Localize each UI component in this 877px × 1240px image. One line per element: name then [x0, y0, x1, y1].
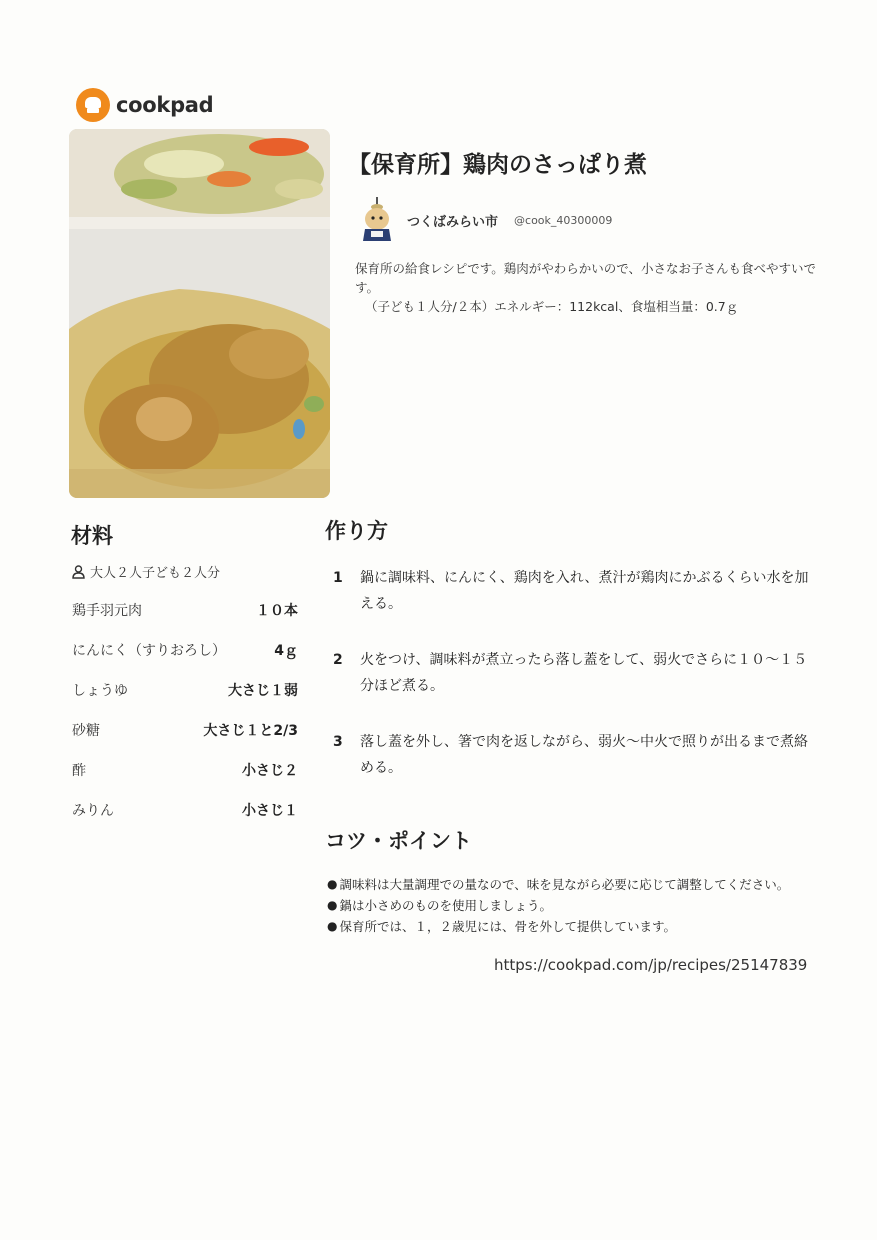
tips-heading: コツ・ポイント: [325, 829, 472, 853]
tip-text: 鍋は小さめのものを使用しましょう。: [339, 898, 552, 913]
ingredient-qty: 大さじ１弱: [228, 683, 298, 699]
ingredient-qty: 小さじ２: [242, 763, 298, 779]
ingredient-row: [72, 790, 298, 830]
ingredients-list: [72, 590, 298, 830]
ingredient-name: しょうゆ: [72, 683, 128, 699]
ingredient-qty: 小さじ１: [242, 803, 298, 819]
ingredient-row: [72, 670, 298, 710]
step-text: 火をつけ、調味料が煮立ったら落し蓋をして、弱火でさらに１０～１５分ほど煮る。: [360, 652, 808, 694]
tips-list: [327, 874, 789, 937]
ingredient-row: [72, 590, 298, 630]
step-text: 鍋に調味料、にんにく、鶏肉を入れ、煮汁が鶏肉にかぶるくらい水を加える。: [360, 570, 809, 612]
bullet-icon: ●: [327, 919, 338, 933]
ingredient-qty: 大さじ１と2/3: [203, 723, 298, 739]
ingredient-qty: １０本: [256, 603, 298, 619]
brand-name: cookpad: [116, 93, 214, 117]
step-item: [333, 647, 813, 699]
serving-size: [72, 562, 220, 581]
step-number: 1: [333, 570, 343, 586]
author[interactable]: [357, 197, 612, 243]
ingredient-name: にんにく（すりおろし）: [72, 643, 226, 659]
step-number: 2: [333, 652, 343, 668]
ingredient-row: [72, 630, 298, 670]
nutrition-note: （子ども１人分/２本）エネルギー：112kcal、食塩相当量：0.7ｇ: [365, 299, 739, 314]
serving-text: 大人２人子ども２人分: [90, 566, 221, 581]
step-item: [333, 729, 813, 781]
ingredient-name: みりん: [72, 803, 114, 819]
step-item: [333, 565, 813, 617]
bullet-icon: ●: [327, 898, 338, 912]
steps-heading: 作り方: [325, 519, 388, 543]
description-text: 保育所の給食レシピです。鶏肉がやわらかいので、小さなお子さんも食べやすいです。: [355, 261, 816, 295]
author-name: つくばみらい市: [407, 214, 499, 230]
author-avatar: [357, 197, 397, 243]
ingredients-heading: 材料: [71, 524, 113, 548]
cookpad-logo[interactable]: [76, 88, 213, 122]
steps-list: [333, 565, 813, 781]
tip-item: [327, 874, 789, 895]
tip-text: 調味料は大量調理での量なので、味を見ながら必要に応じて調整してください。: [339, 877, 790, 892]
step-number: 3: [333, 734, 343, 750]
recipe-photo: [69, 129, 330, 498]
step-text: 落し蓋を外し、箸で肉を返しながら、弱火～中火で照りが出るまで煮絡める。: [360, 734, 808, 776]
bullet-icon: ●: [327, 877, 338, 891]
ingredient-name: 砂糖: [72, 723, 100, 739]
recipe-description: [355, 259, 825, 316]
person-icon: [72, 565, 85, 579]
recipe-url[interactable]: https://cookpad.com/jp/recipes/25147839: [494, 956, 808, 974]
chef-hat-icon: [76, 88, 110, 122]
recipe-title: 【保育所】鶏肉のさっぱり煮: [348, 152, 647, 178]
tip-item: [327, 916, 789, 937]
tip-text: 保育所では、１，２歳児には、骨を外して提供しています。: [339, 919, 676, 934]
author-id: @cook_40300009: [514, 213, 613, 227]
ingredient-qty: 4ｇ: [274, 643, 298, 659]
ingredient-name: 鶏手羽元肉: [72, 603, 142, 619]
ingredient-row: [72, 750, 298, 790]
tip-item: [327, 895, 789, 916]
ingredient-name: 酢: [72, 763, 86, 779]
ingredient-row: [72, 710, 298, 750]
